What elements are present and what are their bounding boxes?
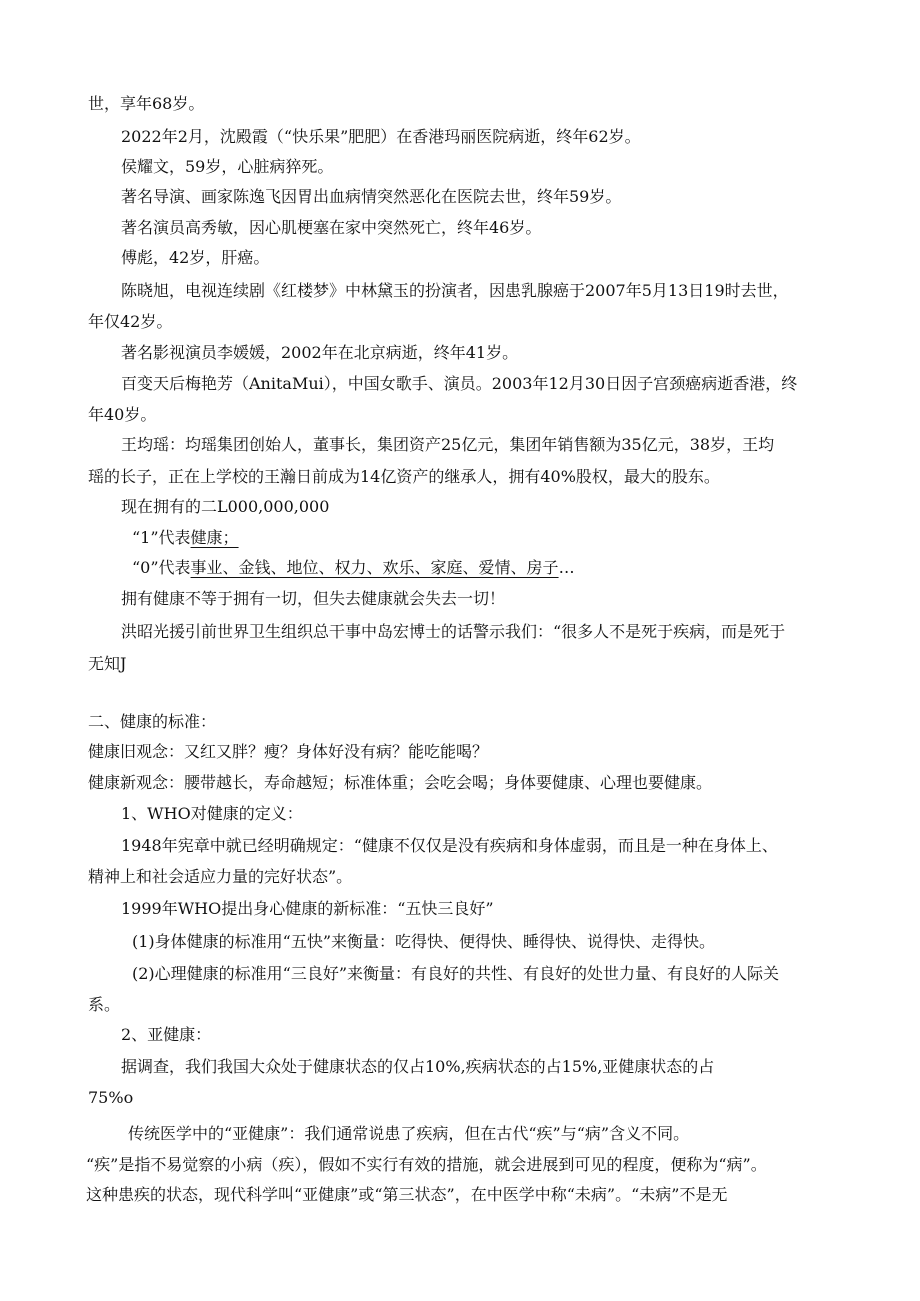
text-span: “1”代表 (132, 528, 191, 547)
text-line: 傅彪，42岁，肝癌。 (121, 248, 270, 267)
underlined-text: 健康； (190, 528, 239, 547)
text-line: 陈晓旭，电视连续剧《红楼梦》中林黛玉的扮演者，因患乳腺癌于2007年5月13日19时去世， (121, 281, 789, 300)
text-line: 侯耀文，59岁，心脏病猝死。 (121, 157, 334, 176)
text-line: 著名导演、画家陈逸飞因胃出血病情突然恶化在医院去世，终年59岁。 (121, 187, 622, 206)
text-line: 75%o (88, 1088, 134, 1107)
text-line: 据调查，我们我国大众处于健康状态的仅占10%,疾病状态的占15%,亚健康状态的占 (121, 1057, 715, 1076)
subsection-heading: 2、亚健康： (121, 1025, 212, 1044)
text-line: 著名演员高秀敏，因心肌梗塞在家中突然死亡，终年46岁。 (121, 218, 542, 237)
text-line: 传统医学中的“亚健康”：我们通常说患了疾病，但在古代“疾”与“病”含义不同。 (128, 1124, 690, 1143)
text-line: 百变天后梅艳芳（AnitaMui），中国女歌手、演员。2003年12月30日因子宫颈癌病逝香港，终 (121, 374, 798, 393)
text-line: (1)身体健康的标准用“五快”来衡量：吃得快、便得快、睡得快、说得快、走得快。 (132, 932, 716, 951)
text-line: 世，享年68岁。 (88, 94, 205, 113)
text-line: “疾”是指不易觉察的小病（疾），假如不实行有效的措施，就会进展到可见的程度，便称为“病”。 (86, 1155, 767, 1174)
text-line: 年仅42岁。 (88, 312, 173, 331)
underlined-text: 事业、金钱、地位、权力、欢乐、家庭、爱情、房子 (190, 558, 559, 577)
text-line: 1948年宪章中就已经明确规定：“健康不仅仅是没有疾病和身体虚弱，而且是一种在身体上、 (121, 836, 778, 855)
text-line (132, 558, 575, 578)
text-span: “0”代表 (132, 558, 191, 577)
text-line: 1999年WHO提出身心健康的新标准：“五快三良好” (121, 899, 494, 918)
text-line: 2022年2月，沈殿霞（“快乐果”肥肥）在香港玛丽医院病逝，终年62岁。 (121, 127, 641, 146)
text-line: 著名影视演员李媛媛，2002年在北京病逝，终年41岁。 (121, 343, 519, 362)
text-line: 无知J (88, 654, 127, 673)
text-line (132, 528, 239, 548)
text-line: 洪昭光援引前世界卫生组织总干事中岛宏博士的话警示我们：“很多人不是死于疾病，而是死于 (121, 622, 786, 641)
text-line: 这种患疾的状态，现代科学叫“亚健康”或“第三状态”，在中医学中称“未病”。“未病”不是无 (86, 1185, 728, 1204)
text-line: 年40岁。 (88, 405, 157, 424)
text-line: 健康旧观念：又红又胖？瘦？身体好没有病？能吃能喝？ (88, 742, 489, 761)
section-heading: 二、健康的标准： (88, 712, 217, 731)
text-line: 现在拥有的二L000,000,000 (121, 497, 330, 516)
text-line: 系。 (88, 995, 121, 1014)
text-span: … (558, 558, 575, 577)
text-line: 瑶的长子，正在上学校的王瀚日前成为14亿资产的继承人，拥有40%股权，最大的股东。 (88, 467, 720, 486)
text-line: 拥有健康不等于拥有一切，但失去健康就会失去一切！ (121, 589, 506, 608)
subsection-heading: 1、WHO对健康的定义： (121, 804, 303, 823)
text-line: 精神上和社会适应力量的完好状态”。 (88, 867, 353, 886)
text-line: (2)心理健康的标准用“三良好”来衡量：有良好的共性、有良好的处世力量、有良好的人际关 (132, 964, 780, 983)
text-line: 王均瑶：均瑶集团创始人，董事长，集团资产25亿元，集团年销售额为35亿元，38岁，王均 (121, 435, 775, 454)
text-line: 健康新观念：腰带越长，寿命越短；标准体重；会吃会喝；身体要健康、心理也要健康。 (88, 773, 713, 792)
